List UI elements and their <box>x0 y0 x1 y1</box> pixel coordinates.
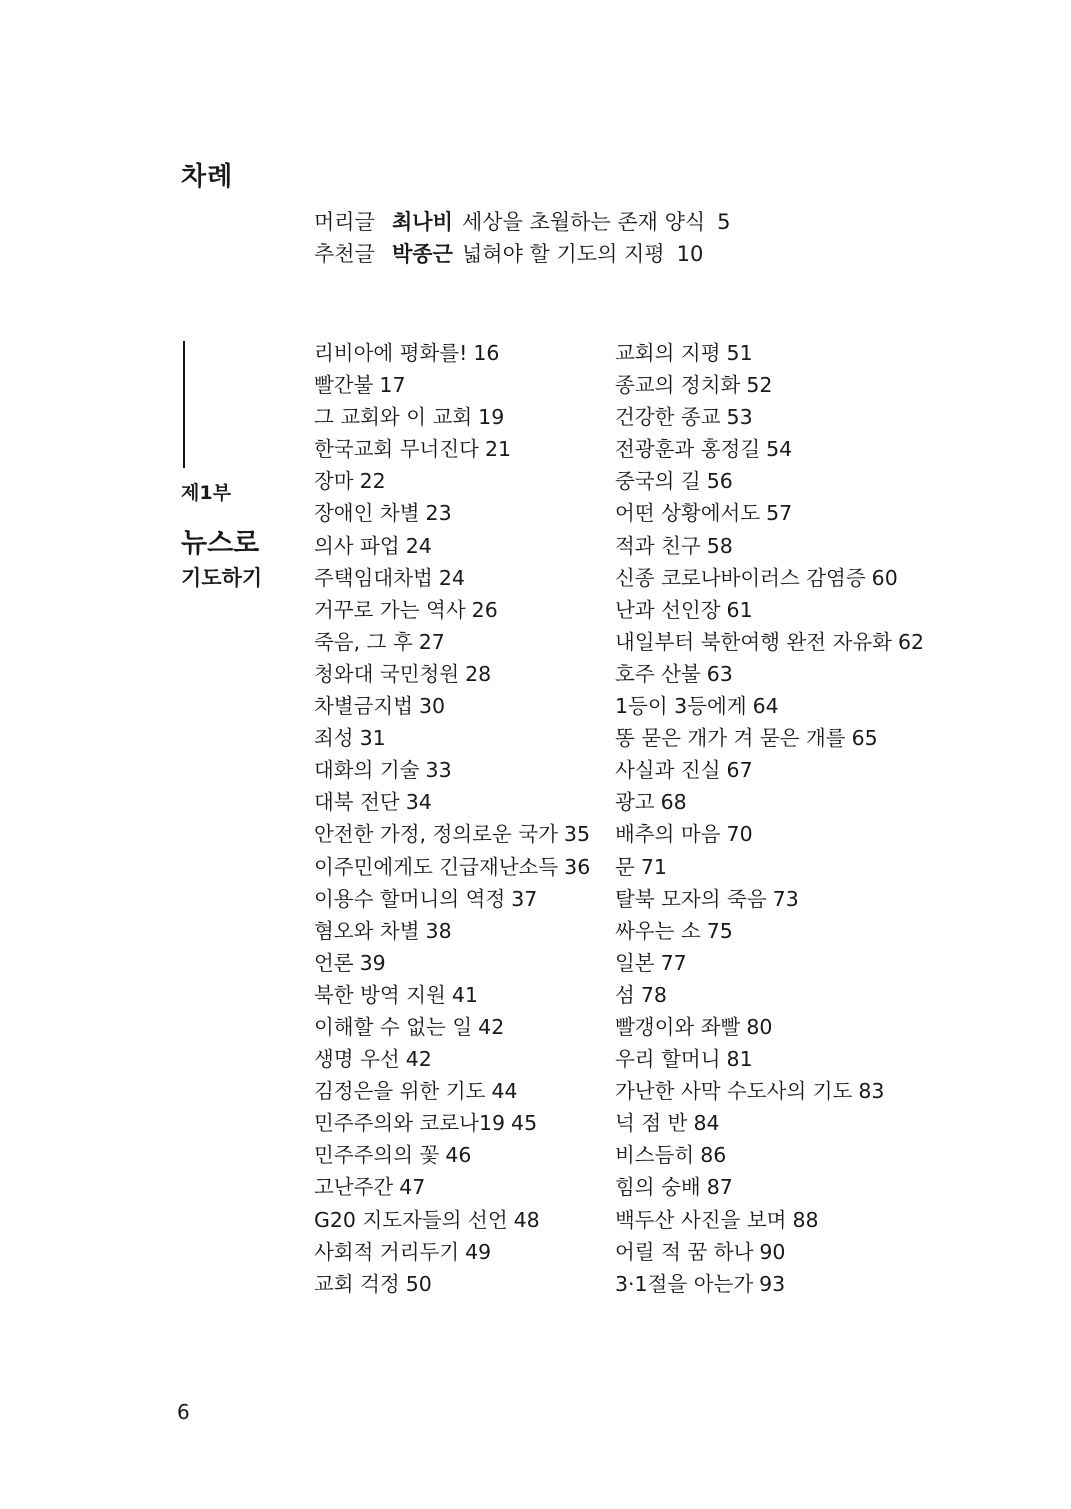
part-number: 제1부 <box>181 482 231 504</box>
toc-entry-page: 63 <box>706 661 733 686</box>
toc-entry <box>314 1139 590 1171</box>
toc-entry <box>615 1043 924 1075</box>
toc-entry-title: 내일부터 북한여행 완전 자유화 <box>615 629 892 654</box>
part-title-line1: 뉴스로 <box>181 528 260 559</box>
toc-entry <box>314 626 590 658</box>
toc-entry <box>314 497 590 529</box>
toc-entry-title: 싸우는 소 <box>615 918 701 943</box>
toc-entry-title: 광고 <box>615 790 655 815</box>
toc-entry-page: 35 <box>563 822 590 847</box>
toc-entry <box>615 883 924 915</box>
toc-entry-page: 37 <box>511 886 538 911</box>
toc-entry-title: 1등이 3등에게 <box>615 694 747 719</box>
toc-entry <box>314 1043 590 1075</box>
toc-entry <box>615 1236 924 1268</box>
toc-entry <box>615 1204 924 1236</box>
toc-entry <box>615 626 924 658</box>
toc-entry-page: 60 <box>871 565 898 590</box>
toc-entry <box>615 947 924 979</box>
toc-heading: 차례 <box>181 162 234 192</box>
toc-entry-title: 넉 점 반 <box>615 1111 688 1136</box>
toc-entry-title: 적과 친구 <box>615 533 701 558</box>
toc-entry-page: 84 <box>693 1111 720 1136</box>
toc-entry-page: 39 <box>359 950 386 975</box>
toc-entry-title: 3·1절을 아는가 <box>615 1271 754 1296</box>
toc-entry-title: 이주민에게도 긴급재난소득 <box>314 854 559 879</box>
toc-entry <box>615 658 924 690</box>
toc-entry-title: 가난한 사막 수도사의 기도 <box>615 1079 853 1104</box>
toc-entry-page: 57 <box>766 501 793 526</box>
toc-entry <box>615 594 924 626</box>
toc-entry <box>314 1011 590 1043</box>
front-matter-row <box>314 238 731 270</box>
toc-entry-page: 21 <box>484 437 512 462</box>
toc-entry-page: 80 <box>746 1014 773 1039</box>
front-matter-page: 10 <box>676 242 704 266</box>
toc-entry-title: 중국의 길 <box>615 469 701 494</box>
toc-entry <box>314 433 590 465</box>
toc-entry-page: 52 <box>746 373 773 398</box>
front-matter-title: 세상을 초월하는 존재 양식 <box>462 210 706 234</box>
toc-entry-title: 리비아에 평화를! <box>314 341 468 365</box>
toc-entry-title: 김정은을 위한 기도 <box>314 1079 486 1104</box>
toc-entry-title: 한국교회 무너진다 <box>314 437 479 462</box>
toc-entry-page: 22 <box>359 469 386 494</box>
toc-entry-page: 36 <box>564 854 591 879</box>
toc-entry-page: 27 <box>418 629 445 654</box>
toc-entry <box>615 530 924 562</box>
toc-entry-title: 그 교회와 이 교회 <box>314 405 473 430</box>
toc-entry-page: 49 <box>465 1239 492 1264</box>
toc-entry-page: 88 <box>792 1207 819 1232</box>
toc-entry-title: 거꾸로 가는 역사 <box>314 597 466 622</box>
toc-entry-page: 58 <box>706 533 733 558</box>
toc-entry <box>314 1204 590 1236</box>
toc-column-right <box>615 337 924 1300</box>
toc-entry-title: 사실과 진실 <box>615 758 721 783</box>
toc-entry <box>615 433 924 465</box>
part-title <box>181 527 262 595</box>
toc-entry-page: 51 <box>726 341 753 365</box>
toc-entry-page: 41 <box>451 982 478 1007</box>
toc-entry-page: 70 <box>726 822 753 847</box>
toc-entry-title: 사회적 거리두기 <box>314 1239 460 1264</box>
toc-entry <box>615 369 924 401</box>
toc-entry-title: 장애인 차별 <box>314 501 420 526</box>
toc-entry-page: 17 <box>379 373 406 398</box>
toc-entry-title: 전광훈과 홍정길 <box>615 437 761 462</box>
toc-entry-title: 힘의 숭배 <box>615 1175 701 1200</box>
toc-entry <box>314 562 590 594</box>
toc-entry-page: 24 <box>438 565 465 590</box>
toc-entry-page: 64 <box>752 694 779 719</box>
toc-entry-page: 81 <box>726 1047 753 1072</box>
toc-entry <box>615 786 924 818</box>
toc-entry-page: 73 <box>772 886 799 911</box>
toc-entry-title: 우리 할머니 <box>615 1047 721 1072</box>
toc-entry <box>314 1268 590 1300</box>
toc-entry <box>314 979 590 1011</box>
toc-entry-page: 33 <box>425 758 452 783</box>
toc-entry-title: 안전한 가정, 정의로운 국가 <box>314 822 558 847</box>
part-title-line2: 기도하기 <box>181 566 263 590</box>
toc-entry <box>314 369 590 401</box>
toc-entry-page: 23 <box>425 501 452 526</box>
toc-entry <box>314 465 590 497</box>
toc-entry-page: 61 <box>726 597 753 622</box>
toc-entry <box>314 818 590 850</box>
toc-entry-page: 34 <box>405 790 432 815</box>
toc-entry-page: 65 <box>851 726 878 751</box>
toc-entry-page: 44 <box>491 1079 518 1104</box>
toc-entry-page: 77 <box>660 950 687 975</box>
toc-entry-page: 48 <box>513 1207 540 1232</box>
toc-entry-page: 26 <box>471 597 498 622</box>
toc-entry-title: 교회의 지평 <box>615 341 721 365</box>
toc-entry <box>314 658 590 690</box>
toc-entry-title: G20 지도자들의 선언 <box>314 1207 508 1232</box>
toc-entry <box>314 754 590 786</box>
toc-entry-page: 67 <box>726 758 753 783</box>
toc-entry-title: 배추의 마음 <box>615 822 721 847</box>
toc-entry-page: 30 <box>419 694 446 719</box>
toc-entry <box>314 1075 590 1107</box>
toc-entry-page: 53 <box>726 405 753 430</box>
toc-entry <box>615 1139 924 1171</box>
toc-entry <box>314 786 590 818</box>
toc-entry-page: 46 <box>445 1143 472 1168</box>
toc-entry-title: 대화의 기술 <box>314 758 420 783</box>
toc-entry-title: 건강한 종교 <box>615 405 721 430</box>
toc-entry-page: 71 <box>640 854 667 879</box>
toc-entry <box>615 465 924 497</box>
toc-entry <box>314 401 590 433</box>
toc-entry-title: 섬 <box>615 982 635 1007</box>
toc-entry-page: 54 <box>766 437 793 462</box>
toc-entry <box>615 915 924 947</box>
toc-entry-title: 주택임대차법 <box>314 565 433 590</box>
front-matter-title: 넓혀야 할 기도의 지평 <box>462 242 665 266</box>
toc-entry-title: 신종 코로나바이러스 감염증 <box>615 565 866 590</box>
toc-entry-page: 16 <box>473 341 500 365</box>
toc-entry <box>615 979 924 1011</box>
toc-entry-title: 어떤 상황에서도 <box>615 501 761 526</box>
toc-entry-title: 의사 파업 <box>314 533 400 558</box>
toc-entry <box>615 690 924 722</box>
toc-entry-page: 87 <box>706 1175 733 1200</box>
toc-entry-title: 일본 <box>615 950 655 975</box>
toc-entry-title: 호주 산불 <box>615 661 701 686</box>
front-matter-kind: 추천글 <box>314 242 375 266</box>
toc-entry-page: 56 <box>706 469 733 494</box>
toc-entry <box>314 530 590 562</box>
toc-entry <box>615 562 924 594</box>
toc-entry-page: 93 <box>759 1271 786 1296</box>
toc-entry <box>314 851 590 883</box>
front-matter-page: 5 <box>717 210 731 234</box>
toc-entry <box>314 1171 590 1203</box>
toc-entry-page: 31 <box>359 726 386 751</box>
toc-entry-title: 민주주의와 코로나19 <box>314 1111 506 1136</box>
toc-entry <box>314 690 590 722</box>
toc-entry-title: 장마 <box>314 469 354 494</box>
toc-entry-page: 90 <box>759 1239 786 1264</box>
toc-entry-title: 언론 <box>314 950 354 975</box>
toc-entry-title: 이해할 수 없는 일 <box>314 1014 473 1039</box>
front-matter-author: 박종근 <box>392 242 453 266</box>
toc-entry <box>615 722 924 754</box>
toc-entry-title: 난과 선인장 <box>615 597 721 622</box>
toc-entry-page: 68 <box>660 790 687 815</box>
page-number: 6 <box>177 1400 190 1424</box>
toc-entry-title: 탈북 모자의 죽음 <box>615 886 767 911</box>
toc-entry-page: 50 <box>405 1271 432 1296</box>
toc-entry-page: 28 <box>465 661 492 686</box>
toc-entry-title: 종교의 정치화 <box>615 373 741 398</box>
toc-entry-title: 죽음, 그 후 <box>314 629 413 654</box>
toc-entry-title: 죄성 <box>314 726 354 751</box>
toc-entry-page: 83 <box>858 1079 885 1104</box>
toc-entry-page: 42 <box>405 1047 432 1072</box>
toc-entry <box>615 401 924 433</box>
toc-entry-page: 62 <box>898 629 925 654</box>
toc-entry-title: 차별금지법 <box>314 694 414 719</box>
toc-entry-title: 민주주의의 꽃 <box>314 1143 440 1168</box>
toc-entry <box>615 1075 924 1107</box>
toc-entry <box>615 1107 924 1139</box>
toc-entry-title: 어릴 적 꿈 하나 <box>615 1239 754 1264</box>
toc-entry <box>314 1236 590 1268</box>
toc-entry-title: 비스듬히 <box>615 1143 695 1168</box>
front-matter-row <box>314 206 731 238</box>
toc-entry <box>314 594 590 626</box>
toc-entry-page: 38 <box>425 918 452 943</box>
front-matter-author: 최나비 <box>392 210 453 234</box>
toc-entry-page: 78 <box>640 982 667 1007</box>
toc-entry <box>615 754 924 786</box>
toc-entry <box>615 497 924 529</box>
toc-entry-title: 백두산 사진을 보며 <box>615 1207 787 1232</box>
toc-entry-page: 24 <box>405 533 432 558</box>
toc-column-left <box>314 337 590 1300</box>
toc-entry-page: 86 <box>700 1143 727 1168</box>
toc-entry <box>615 851 924 883</box>
toc-entry-page: 42 <box>478 1014 505 1039</box>
toc-entry-title: 생명 우선 <box>314 1047 400 1072</box>
toc-entry-title: 혐오와 차별 <box>314 918 420 943</box>
toc-entry-title: 빨갱이와 좌빨 <box>615 1014 741 1039</box>
toc-entry <box>314 337 590 369</box>
toc-entry <box>615 818 924 850</box>
toc-entry <box>615 1011 924 1043</box>
toc-entry <box>314 1107 590 1139</box>
toc-entry <box>314 947 590 979</box>
toc-entry-title: 똥 묻은 개가 겨 묻은 개를 <box>615 726 846 751</box>
toc-entry-page: 75 <box>706 918 733 943</box>
toc-entry <box>615 1171 924 1203</box>
toc-entry-title: 이용수 할머니의 역정 <box>314 886 506 911</box>
toc-entry <box>615 337 924 369</box>
front-matter-kind: 머리글 <box>314 210 375 234</box>
toc-entry <box>314 883 590 915</box>
toc-entry-page: 47 <box>399 1175 426 1200</box>
toc-entry <box>615 1268 924 1300</box>
toc-entry-title: 북한 방역 지원 <box>314 982 446 1007</box>
toc-entry-page: 45 <box>511 1111 538 1136</box>
toc-entry-title: 문 <box>615 854 635 879</box>
toc-entry-title: 교회 걱정 <box>314 1271 400 1296</box>
toc-entry-title: 대북 전단 <box>314 790 400 815</box>
front-matter-list <box>314 206 731 270</box>
toc-entry-page: 19 <box>478 405 505 430</box>
toc-entry <box>314 722 590 754</box>
toc-entry-title: 청와대 국민청원 <box>314 661 460 686</box>
part-divider-rule <box>183 341 185 468</box>
toc-entry-title: 빨간불 <box>314 373 374 398</box>
toc-entry-title: 고난주간 <box>314 1175 394 1200</box>
toc-entry <box>314 915 590 947</box>
